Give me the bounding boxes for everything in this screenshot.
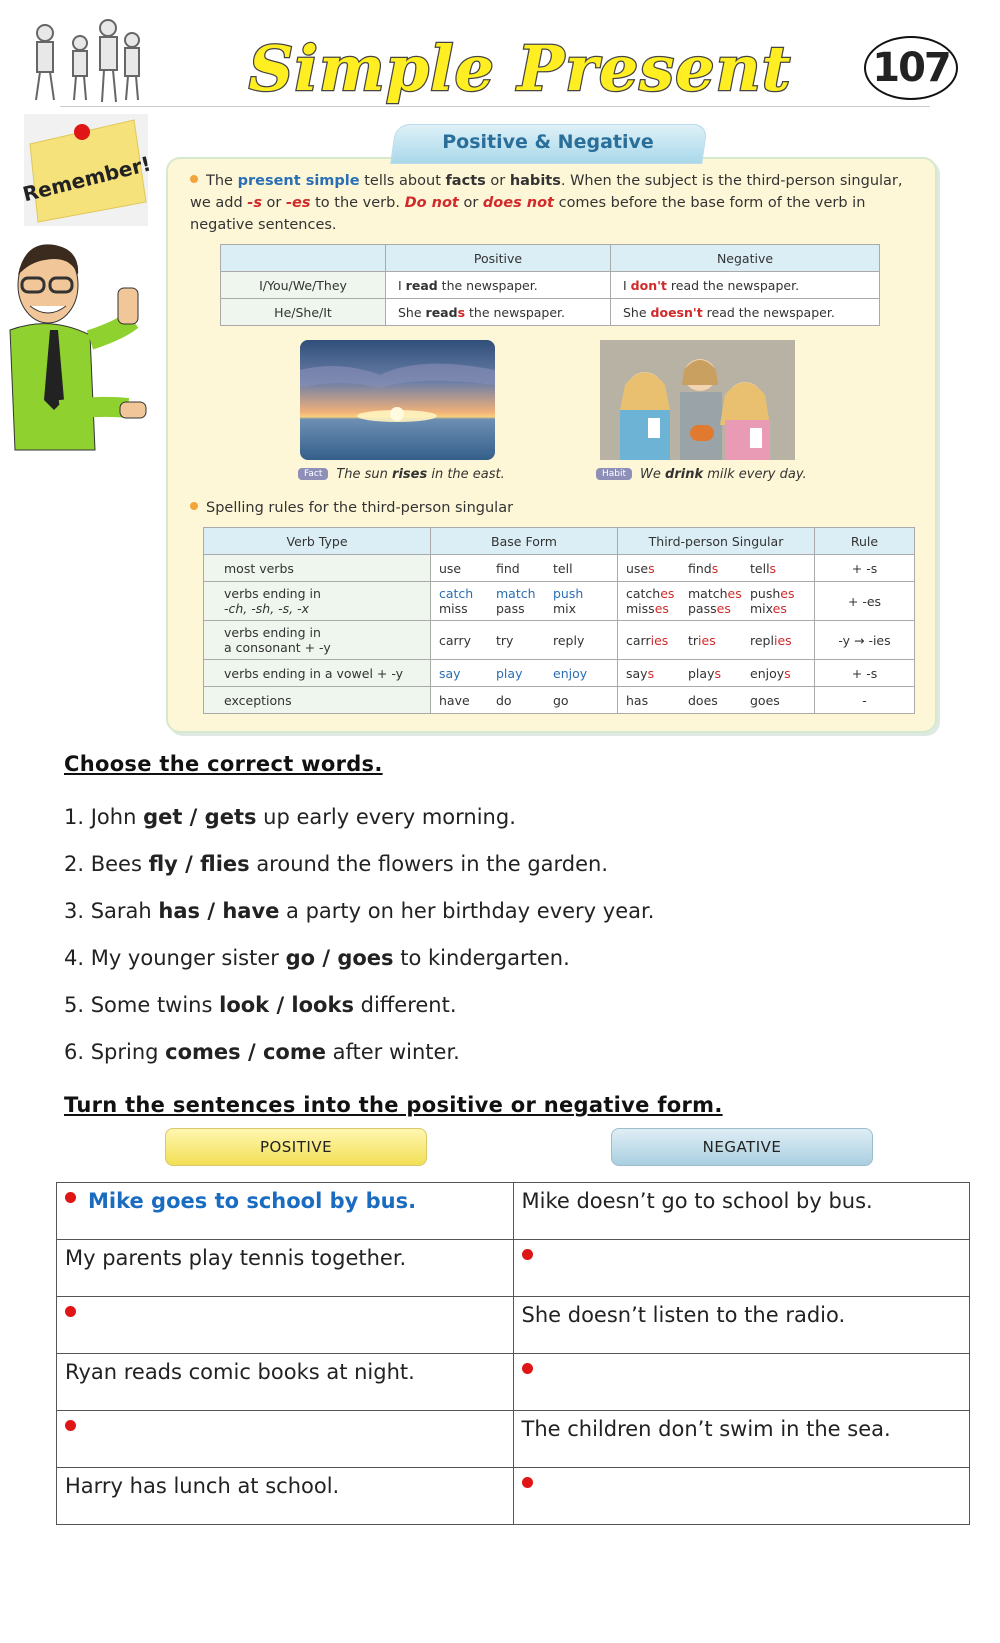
- header-divider: [60, 106, 930, 107]
- table-row: [204, 687, 915, 714]
- transform-table: [56, 1182, 970, 1525]
- ending: s: [647, 665, 655, 681]
- verb-text: read: [425, 304, 458, 320]
- item-text: 2. Bees: [64, 852, 149, 876]
- base-word: enjoy: [553, 665, 588, 681]
- base-word: reply: [553, 632, 585, 648]
- exercise-item: [64, 852, 608, 876]
- word-choice[interactable]: comes / come: [165, 1040, 326, 1064]
- sentence-text: Mike goes to school by bus.: [88, 1189, 417, 1213]
- third-word: goes: [750, 692, 780, 708]
- term-does-not: does not: [482, 195, 554, 211]
- stem: catch: [626, 586, 661, 601]
- third-person-cell: [618, 687, 815, 714]
- verb-text: read: [405, 277, 438, 293]
- verb-type-cell: exceptions: [204, 687, 431, 714]
- ending: es: [780, 586, 795, 601]
- verb-type-line: a consonant + -y: [224, 640, 331, 655]
- suffix-text: s: [457, 304, 466, 320]
- stem: play: [688, 665, 715, 681]
- sentence-text: The children don’t swim in the sea.: [521, 1417, 891, 1441]
- third-word: [688, 633, 744, 648]
- stem: tell: [750, 560, 770, 576]
- ending: s: [648, 560, 655, 576]
- verb-type-line: -ch, -sh, -s, -x: [224, 601, 310, 616]
- base-word: tell: [553, 560, 573, 576]
- table-header: Base Form: [431, 528, 618, 555]
- sticky-note-text: Remember!: [20, 151, 154, 207]
- page-title-text: Simple Present: [248, 32, 792, 105]
- negative-cell: [513, 1411, 970, 1468]
- family-graphic: [600, 340, 795, 460]
- caption-text: in the east.: [427, 467, 505, 482]
- ending: s: [711, 560, 719, 576]
- stem: tr: [688, 632, 699, 648]
- photo-caption: [596, 467, 807, 482]
- term-habits: habits: [509, 173, 561, 189]
- base-word: play: [496, 665, 523, 681]
- negative-label: NEGATIVE: [611, 1128, 873, 1166]
- negative-answer-cell[interactable]: [513, 1240, 970, 1297]
- item-text: 4. My younger sister: [64, 946, 286, 970]
- verb-type-cell: most verbs: [204, 555, 431, 582]
- third-word: [626, 633, 682, 648]
- ending: s: [769, 560, 777, 576]
- third-word: [750, 601, 806, 616]
- base-word: say: [439, 665, 461, 681]
- intro-text: [190, 170, 915, 236]
- table-row: [57, 1411, 970, 1468]
- item-text: 3. Sarah: [64, 899, 159, 923]
- table-row: [57, 1354, 970, 1411]
- term-es: -es: [286, 195, 311, 211]
- bullet-icon: [65, 1420, 76, 1431]
- base-word: push: [553, 586, 584, 601]
- negation-text: don't: [630, 277, 667, 293]
- caption-text: The sun: [336, 467, 393, 482]
- third-word: [626, 586, 682, 601]
- cell-text: the newspaper.: [465, 304, 566, 320]
- verb-type-line: verbs ending in: [224, 586, 321, 601]
- verb-type-cell: [204, 582, 431, 621]
- page-number-badge: [864, 36, 958, 100]
- item-text: around the flowers in the garden.: [249, 852, 609, 876]
- table-header: Rule: [815, 528, 915, 555]
- spelling-heading: [190, 500, 513, 516]
- base-form-cell: [431, 660, 618, 687]
- negative-cell: [611, 299, 880, 326]
- table-row: [221, 272, 880, 299]
- positive-answer-cell[interactable]: [57, 1297, 514, 1354]
- caption-verb: rises: [392, 467, 428, 482]
- caption-text: milk every day.: [703, 467, 807, 482]
- sentence-text: She doesn’t listen to the radio.: [521, 1303, 846, 1327]
- base-form-cell: [431, 687, 618, 714]
- item-text: to kindergarten.: [393, 946, 570, 970]
- base-word: do: [496, 692, 512, 708]
- word-choice[interactable]: get / gets: [143, 805, 257, 829]
- stem: find: [688, 560, 712, 576]
- ending: ies: [698, 632, 716, 648]
- term-do-not: Do not: [404, 195, 459, 211]
- term-facts: facts: [445, 173, 486, 189]
- negation-text: doesn't: [650, 304, 703, 320]
- stem: mix: [750, 601, 773, 616]
- ending: ies: [650, 632, 669, 648]
- base-word: miss: [439, 601, 468, 616]
- table-header: Verb Type: [204, 528, 431, 555]
- third-word: does: [688, 692, 718, 708]
- panel-tab-label: Positive & Negative: [442, 131, 654, 153]
- exercise1-title: Choose the correct words.: [64, 752, 383, 776]
- item-text: a party on her birthday every year.: [279, 899, 655, 923]
- pin-icon: [74, 124, 90, 140]
- exercise-item: [64, 1040, 460, 1064]
- third-person-cell: [618, 582, 815, 621]
- spelling-heading-text: Spelling rules for the third-person singular: [206, 500, 514, 516]
- stem: use: [626, 560, 649, 576]
- page-number: 107: [872, 45, 950, 91]
- stem: carr: [626, 632, 651, 648]
- bullet-icon: [190, 175, 198, 183]
- positive-cell: [57, 1183, 514, 1240]
- exercise-item: [64, 993, 457, 1017]
- positive-label: POSITIVE: [165, 1128, 427, 1166]
- rule-cell: -: [815, 687, 915, 714]
- table-row: [57, 1240, 970, 1297]
- third-word: [750, 633, 806, 648]
- third-word: [688, 586, 744, 601]
- base-word: use: [439, 560, 462, 576]
- ending: s: [784, 665, 791, 681]
- negative-cell: [513, 1183, 970, 1240]
- rule-cell: + -es: [815, 582, 915, 621]
- table-header-row: [221, 245, 880, 272]
- rule-cell: + -s: [815, 555, 915, 582]
- fact-tag: Fact: [298, 468, 328, 480]
- item-text: after winter.: [325, 1040, 460, 1064]
- rule-cell: -y → -ies: [815, 621, 915, 660]
- table-header-row: [204, 528, 915, 555]
- base-form-cell: [431, 582, 618, 621]
- third-word: [750, 666, 806, 681]
- caption-verb: drink: [665, 467, 704, 482]
- stem: match: [688, 586, 728, 601]
- stem: say: [626, 665, 648, 681]
- rule-cell: + -s: [815, 660, 915, 687]
- third-word: [688, 601, 744, 616]
- third-word: has: [626, 692, 649, 708]
- base-word: find: [496, 560, 520, 576]
- ending: es: [772, 601, 787, 616]
- positive-cell: [57, 1240, 514, 1297]
- positive-cell: [386, 272, 611, 299]
- hikers-illustration: [20, 8, 150, 108]
- exercise2-title: Turn the sentences into the positive or negative form.: [64, 1093, 723, 1117]
- subject-cell: I/You/We/They: [221, 272, 386, 299]
- table-header: [221, 245, 386, 272]
- table-row: [204, 660, 915, 687]
- exercise-item: [64, 946, 570, 970]
- positive-cell: [386, 299, 611, 326]
- table-header: Third-person Singular: [618, 528, 815, 555]
- family-photo: [600, 340, 795, 460]
- third-word: [626, 601, 682, 616]
- third-person-cell: [618, 660, 815, 687]
- stem: repl: [750, 632, 774, 648]
- term-s: -s: [247, 195, 262, 211]
- base-word: carry: [439, 632, 471, 648]
- table-row: [204, 582, 915, 621]
- positive-cell: [57, 1354, 514, 1411]
- bullet-icon: [65, 1306, 76, 1317]
- third-word: [688, 561, 744, 576]
- third-person-cell: [618, 555, 815, 582]
- bullet-icon: [190, 502, 198, 510]
- ending: ies: [773, 632, 792, 648]
- table-row: [204, 555, 915, 582]
- table-row: [57, 1183, 970, 1240]
- negative-answer-cell[interactable]: [513, 1354, 970, 1411]
- base-word: catch: [439, 586, 474, 601]
- word-choice[interactable]: has / have: [158, 899, 280, 923]
- habit-tag: Habit: [596, 468, 632, 480]
- stem: push: [750, 586, 781, 601]
- positive-cell: [57, 1468, 514, 1525]
- intro-part: or: [458, 195, 483, 211]
- third-word: [750, 561, 806, 576]
- verb-type-cell: [204, 621, 431, 660]
- exercise-item: [64, 899, 654, 923]
- word-choice[interactable]: look / looks: [219, 993, 354, 1017]
- intro-part: tells about: [359, 173, 446, 189]
- base-form-cell: [431, 621, 618, 660]
- table-header: Positive: [386, 245, 611, 272]
- positive-answer-cell[interactable]: [57, 1411, 514, 1468]
- spelling-rules-table: [203, 527, 915, 714]
- sunrise-photo: [300, 340, 495, 460]
- bullet-icon: [522, 1477, 533, 1488]
- verb-type-line: verbs ending in: [224, 625, 321, 640]
- positive-negative-table: [220, 244, 880, 326]
- third-person-cell: [618, 621, 815, 660]
- third-word: [626, 666, 682, 681]
- table-row: [57, 1297, 970, 1354]
- bullet-icon: [522, 1249, 533, 1260]
- word-choice[interactable]: go / goes: [285, 946, 394, 970]
- subject-cell: He/She/It: [221, 299, 386, 326]
- exercise-item: [64, 805, 516, 829]
- bullet-icon: [522, 1363, 533, 1374]
- sentence-text: Mike doesn’t go to school by bus.: [521, 1189, 873, 1213]
- verb-type-cell: verbs ending in a vowel + -y: [204, 660, 431, 687]
- negative-cell: [513, 1297, 970, 1354]
- cell-text: She: [623, 304, 651, 320]
- third-word: [626, 561, 682, 576]
- term-present-simple: present simple: [237, 173, 360, 189]
- ending: es: [727, 586, 742, 601]
- cell-text: I: [398, 277, 406, 293]
- base-word: try: [496, 632, 514, 648]
- remember-sticky-note: [20, 114, 154, 226]
- base-form-cell: [431, 555, 618, 582]
- ending: es: [716, 601, 731, 616]
- base-word: pass: [496, 601, 525, 616]
- stem: miss: [626, 601, 655, 616]
- negative-cell: [611, 272, 880, 299]
- item-text: different.: [353, 993, 457, 1017]
- intro-part: . When the subject is the third-person singular, we add: [190, 173, 903, 211]
- table-row: [204, 621, 915, 660]
- ending: es: [660, 586, 675, 601]
- cell-text: read the newspaper.: [666, 277, 800, 293]
- table-row: [221, 299, 880, 326]
- cell-text: I: [623, 277, 631, 293]
- caption-text: We: [640, 467, 666, 482]
- intro-part: or: [261, 195, 287, 211]
- cell-text: the newspaper.: [437, 277, 538, 293]
- base-word: have: [439, 692, 470, 708]
- teacher-illustration: [0, 230, 150, 490]
- intro-part: or: [485, 173, 510, 189]
- base-word: mix: [553, 601, 577, 616]
- table-header: Negative: [611, 245, 880, 272]
- bullet-icon: [65, 1192, 76, 1203]
- sunrise-graphic: [300, 340, 495, 460]
- table-row: [57, 1468, 970, 1525]
- item-text: up early every morning.: [256, 805, 516, 829]
- intro-part: to the verb.: [310, 195, 405, 211]
- sentence-text: Ryan reads comic books at night.: [65, 1360, 415, 1384]
- item-text: 5. Some twins: [64, 993, 220, 1017]
- base-word: match: [496, 586, 536, 601]
- cell-text: read the newspaper.: [702, 304, 835, 320]
- cell-text: She: [398, 304, 426, 320]
- stem: pass: [688, 601, 717, 616]
- intro-part: comes before the base form of the verb in negative sentences.: [190, 195, 866, 233]
- third-word: [688, 666, 744, 681]
- negative-answer-cell[interactable]: [513, 1468, 970, 1525]
- stem: enjoy: [750, 665, 785, 681]
- item-text: 1. John: [64, 805, 144, 829]
- word-choice[interactable]: fly / flies: [148, 852, 250, 876]
- item-text: 6. Spring: [64, 1040, 166, 1064]
- intro-part: The: [206, 173, 238, 189]
- ending: es: [654, 601, 669, 616]
- sentence-text: My parents play tennis together.: [65, 1246, 407, 1270]
- ending: s: [714, 665, 721, 681]
- base-word: go: [553, 692, 569, 708]
- third-word: [750, 586, 806, 601]
- page-title: [248, 20, 792, 115]
- photo-caption: [298, 467, 505, 482]
- sentence-text: Harry has lunch at school.: [65, 1474, 340, 1498]
